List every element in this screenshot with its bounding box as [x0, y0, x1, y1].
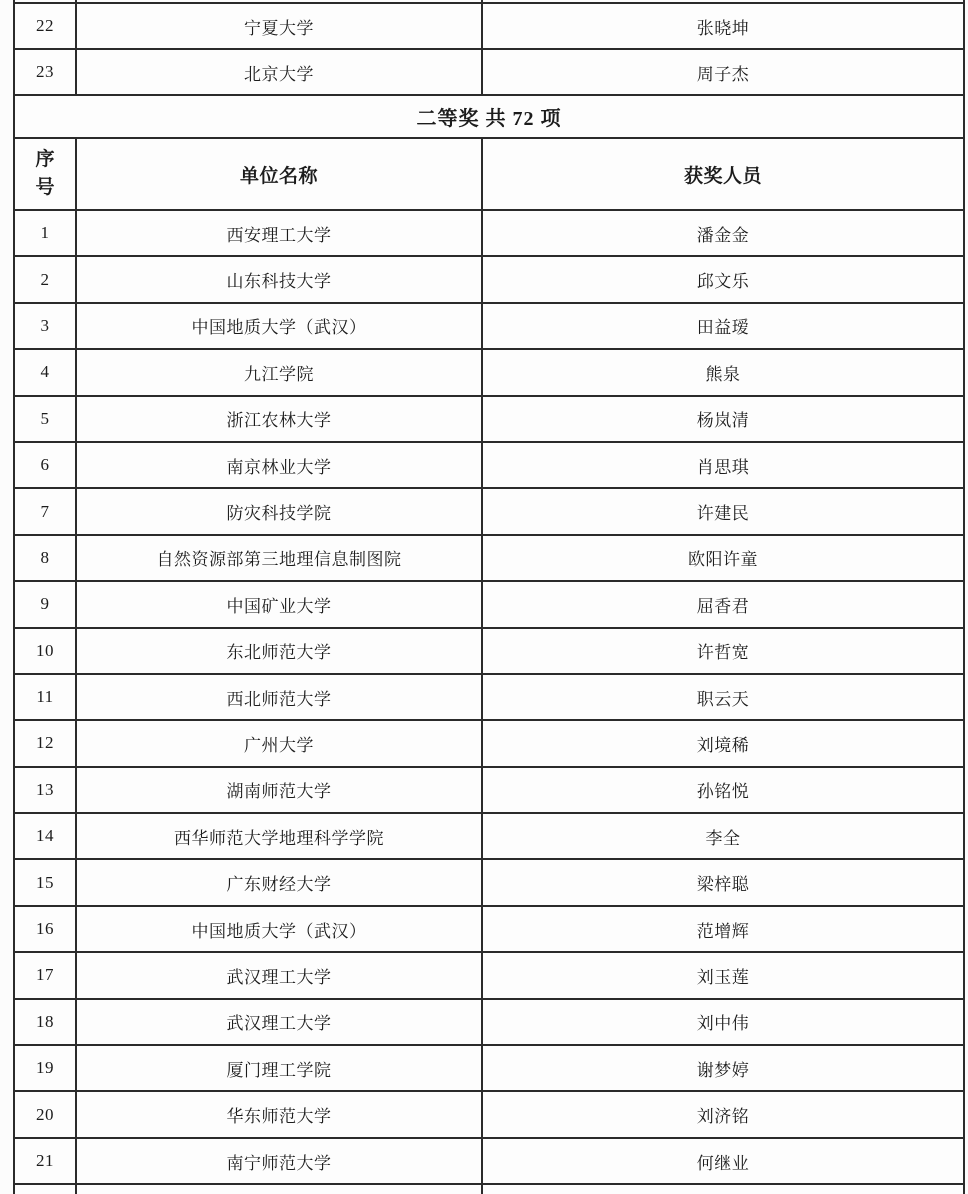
table-row: [14, 813, 964, 859]
name-cell: 梁梓聪: [482, 859, 964, 905]
award-winner-table: [13, 0, 965, 1194]
seq-cell: 6: [14, 442, 76, 488]
org-cell: 自然资源部第三地理信息制图院: [76, 535, 482, 581]
table-row: [14, 1045, 964, 1091]
org-cell: 西安理工大学: [76, 210, 482, 256]
seq-cell: 8: [14, 535, 76, 581]
seq-cell: 3: [14, 303, 76, 349]
seq-cell: 23: [14, 49, 76, 95]
name-cell: 李全: [482, 813, 964, 859]
table-row: [14, 628, 964, 674]
header-seq-label: 序号: [35, 149, 55, 198]
table-row: [14, 581, 964, 627]
seq-cell: 9: [14, 581, 76, 627]
seq-cell: 13: [14, 767, 76, 813]
seq-cell: 16: [14, 906, 76, 952]
table-row: [14, 952, 964, 998]
seq-cell: 2: [14, 256, 76, 302]
table-row: [14, 535, 964, 581]
name-cell: 熊泉: [482, 349, 964, 395]
table-row: [14, 210, 964, 256]
org-cell: 山东科技大学: [76, 256, 482, 302]
name-cell: 田益瑷: [482, 303, 964, 349]
seq-cell: [14, 1184, 76, 1194]
org-cell: 宁夏大学: [76, 3, 482, 49]
name-cell: 刘中伟: [482, 999, 964, 1045]
table-row: [14, 1091, 964, 1137]
name-cell: 何继业: [482, 1138, 964, 1184]
name-cell: 刘济铭: [482, 1091, 964, 1137]
table-header-row: [14, 138, 964, 210]
name-cell: 许建民: [482, 488, 964, 534]
table-row: [14, 49, 964, 95]
name-cell: 周子杰: [482, 49, 964, 95]
seq-cell: 19: [14, 1045, 76, 1091]
name-cell: 孙铭悦: [482, 767, 964, 813]
name-cell: 屈香君: [482, 581, 964, 627]
seq-cell: 21: [14, 1138, 76, 1184]
table-row: [14, 906, 964, 952]
org-cell: 中国矿业大学: [76, 581, 482, 627]
name-cell: 肖思琪: [482, 442, 964, 488]
seq-cell: 18: [14, 999, 76, 1045]
org-cell: 东北师范大学: [76, 628, 482, 674]
name-cell: 许哲宽: [482, 628, 964, 674]
name-cell: 职云天: [482, 674, 964, 720]
table-row: [14, 767, 964, 813]
table-row: [14, 256, 964, 302]
header-seq: [14, 138, 76, 210]
seq-cell: 11: [14, 674, 76, 720]
seq-cell: 1: [14, 210, 76, 256]
seq-cell: 15: [14, 859, 76, 905]
name-cell: [482, 1184, 964, 1194]
table-row: [14, 349, 964, 395]
table-row: [14, 396, 964, 442]
seq-cell: 4: [14, 349, 76, 395]
org-cell: 西华师范大学地理科学学院: [76, 813, 482, 859]
header-name: 获奖人员: [482, 138, 964, 210]
org-cell: 广东财经大学: [76, 859, 482, 905]
name-cell: 潘金金: [482, 210, 964, 256]
table-row: [14, 720, 964, 766]
table-row: [14, 859, 964, 905]
org-cell: 防灾科技学院: [76, 488, 482, 534]
org-cell: 北京大学: [76, 49, 482, 95]
org-cell: 南宁师范大学: [76, 1138, 482, 1184]
table-row: [14, 1138, 964, 1184]
name-cell: 欧阳许童: [482, 535, 964, 581]
header-org: 单位名称: [76, 138, 482, 210]
org-cell: 西北师范大学: [76, 674, 482, 720]
name-cell: 邱文乐: [482, 256, 964, 302]
table-row: [14, 303, 964, 349]
seq-cell: 7: [14, 488, 76, 534]
section-title: 二等奖 共 72 项: [14, 95, 964, 138]
org-cell: 武汉理工大学: [76, 952, 482, 998]
org-cell: 湖南师范大学: [76, 767, 482, 813]
org-cell: 华东师范大学: [76, 1091, 482, 1137]
name-cell: 谢梦婷: [482, 1045, 964, 1091]
name-cell: 刘玉莲: [482, 952, 964, 998]
partial-row-bottom: [14, 1184, 964, 1194]
seq-cell: 22: [14, 3, 76, 49]
org-cell: 九江学院: [76, 349, 482, 395]
seq-cell: 12: [14, 720, 76, 766]
name-cell: 范增辉: [482, 906, 964, 952]
seq-cell: 20: [14, 1091, 76, 1137]
org-cell: 南京林业大学: [76, 442, 482, 488]
org-cell: 浙江农林大学: [76, 396, 482, 442]
org-cell: [76, 1184, 482, 1194]
org-cell: 广州大学: [76, 720, 482, 766]
name-cell: 张晓坤: [482, 3, 964, 49]
name-cell: 刘境稀: [482, 720, 964, 766]
org-cell: 中国地质大学（武汉）: [76, 906, 482, 952]
seq-cell: 10: [14, 628, 76, 674]
table-row: [14, 674, 964, 720]
table-row: [14, 488, 964, 534]
seq-cell: 5: [14, 396, 76, 442]
table-row: [14, 999, 964, 1045]
section-title-row: [14, 95, 964, 138]
seq-cell: 17: [14, 952, 76, 998]
org-cell: 武汉理工大学: [76, 999, 482, 1045]
name-cell: 杨岚清: [482, 396, 964, 442]
seq-cell: 14: [14, 813, 76, 859]
table-row: [14, 3, 964, 49]
org-cell: 厦门理工学院: [76, 1045, 482, 1091]
table-row: [14, 442, 964, 488]
org-cell: 中国地质大学（武汉）: [76, 303, 482, 349]
